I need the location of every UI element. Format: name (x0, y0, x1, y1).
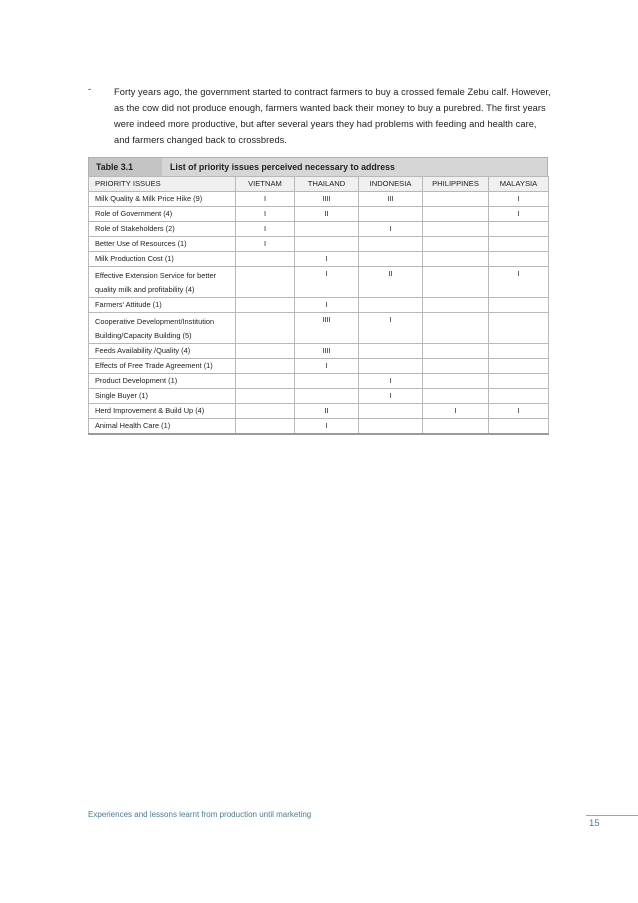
tally-cell: I (236, 192, 295, 207)
issue-cell: Milk Production Cost (1) (89, 252, 236, 267)
table-row (89, 419, 549, 435)
table-row (89, 344, 549, 359)
tally-cell: I (359, 313, 423, 344)
tally-cell (423, 389, 489, 404)
tally-cell: IIII (295, 344, 359, 359)
tally-cell (489, 389, 549, 404)
tally-cell (236, 344, 295, 359)
tally-cell: I (359, 374, 423, 389)
tally-cell (236, 267, 295, 298)
tally-cell (295, 237, 359, 252)
tally-cell (423, 419, 489, 435)
tally-cell: I (359, 389, 423, 404)
tally-cell: I (489, 404, 549, 419)
table-row (89, 389, 549, 404)
tally-cell: I (423, 404, 489, 419)
tally-cell: I (359, 222, 423, 237)
tally-cell (489, 298, 549, 313)
column-header-malaysia: MALAYSIA (489, 177, 549, 192)
table-row (89, 404, 549, 419)
tally-cell (423, 359, 489, 374)
tally-cell: I (295, 298, 359, 313)
tally-cell (423, 344, 489, 359)
tally-cell (236, 419, 295, 435)
tally-cell (359, 237, 423, 252)
tally-cell: I (489, 192, 549, 207)
tally-cell (423, 207, 489, 222)
tally-cell: I (295, 419, 359, 435)
issue-cell: Product Development (1) (89, 374, 236, 389)
table-number: Table 3.1 (89, 158, 162, 176)
tally-cell (423, 192, 489, 207)
tally-cell: I (295, 267, 359, 298)
issue-cell: Cooperative Development/Institution Building/Capacity Building (5) (89, 313, 236, 344)
footer-text: Experiences and lessons learnt from production until marketing (88, 810, 312, 819)
tally-cell (359, 404, 423, 419)
priority-issues-table (88, 157, 548, 435)
tally-cell (489, 252, 549, 267)
tally-cell (423, 313, 489, 344)
tally-cell (236, 359, 295, 374)
tally-cell: III (359, 192, 423, 207)
tally-cell (489, 313, 549, 344)
tally-cell (359, 298, 423, 313)
tally-cell: I (295, 359, 359, 374)
issue-cell: Milk Quality & Milk Price Hike (9) (89, 192, 236, 207)
table-row (89, 192, 549, 207)
table-row (89, 237, 549, 252)
tally-cell: I (489, 267, 549, 298)
tally-cell (423, 252, 489, 267)
table-caption: List of priority issues perceived necessary to address (170, 162, 395, 172)
tally-cell (236, 404, 295, 419)
bullet-dash: - (88, 84, 92, 95)
tally-cell (489, 222, 549, 237)
table-row (89, 252, 549, 267)
tally-cell (236, 313, 295, 344)
tally-cell: I (236, 222, 295, 237)
tally-cell: IIII (295, 192, 359, 207)
tally-cell (295, 222, 359, 237)
bullet-text: Forty years ago, the government started to contract farmers to buy a crossed female Zebu calf. However, as the cow did not produce enough, farmers wanted back their money to buy a purebred. The first years were indeed more productive, but after several years they had problems with feeding and health care, and farmers changed back to crossbreds. (114, 87, 551, 145)
issue-cell: Herd Improvement & Build Up (4) (89, 404, 236, 419)
tally-cell (359, 359, 423, 374)
table-title-bar (88, 157, 548, 176)
tally-cell (236, 374, 295, 389)
column-header-philippines: PHILIPPINES (423, 177, 489, 192)
tally-cell (423, 267, 489, 298)
tally-cell (236, 252, 295, 267)
tally-cell (359, 207, 423, 222)
column-header-indonesia: INDONESIA (359, 177, 423, 192)
column-header-vietnam: VIETNAM (236, 177, 295, 192)
tally-cell: II (295, 207, 359, 222)
table-header-row (89, 177, 549, 192)
tally-cell (359, 252, 423, 267)
issue-cell: Farmers' Attitude (1) (89, 298, 236, 313)
tally-cell (423, 222, 489, 237)
issue-cell: Better Use of Resources (1) (89, 237, 236, 252)
tally-cell (359, 419, 423, 435)
tally-cell: I (236, 237, 295, 252)
tally-cell (295, 389, 359, 404)
tally-cell: II (359, 267, 423, 298)
tally-cell: I (489, 207, 549, 222)
tally-cell (236, 389, 295, 404)
table-row (89, 359, 549, 374)
table-row (89, 313, 549, 344)
issue-cell: Animal Health Care (1) (89, 419, 236, 435)
tally-cell (295, 374, 359, 389)
tally-cell (423, 237, 489, 252)
tally-cell: II (295, 404, 359, 419)
issue-cell: Effective Extension Service for better quality milk and profitability (4) (89, 267, 236, 298)
tally-cell (489, 237, 549, 252)
tally-cell (236, 298, 295, 313)
tally-cell (489, 359, 549, 374)
table-row (89, 298, 549, 313)
table-row (89, 374, 549, 389)
footer-rule (586, 815, 638, 816)
table-body (89, 192, 549, 435)
issue-cell: Effects of Free Trade Agreement (1) (89, 359, 236, 374)
tally-cell (359, 344, 423, 359)
tally-cell: I (236, 207, 295, 222)
column-header-issue: PRIORITY ISSUES (89, 177, 236, 192)
tally-cell (489, 419, 549, 435)
tally-cell (489, 374, 549, 389)
column-header-thailand: THAILAND (295, 177, 359, 192)
issue-cell: Single Buyer (1) (89, 389, 236, 404)
tally-cell: I (295, 252, 359, 267)
tally-cell (489, 344, 549, 359)
issue-cell: Role of Government (4) (89, 207, 236, 222)
tally-cell: IIII (295, 313, 359, 344)
table-row (89, 207, 549, 222)
tally-cell (423, 298, 489, 313)
page-number: 15 (589, 818, 600, 829)
table-grid (88, 176, 549, 435)
issue-cell: Role of Stakeholders (2) (89, 222, 236, 237)
table-row (89, 222, 549, 237)
issue-cell: Feeds Availability /Quality (4) (89, 344, 236, 359)
table-row (89, 267, 549, 298)
tally-cell (423, 374, 489, 389)
